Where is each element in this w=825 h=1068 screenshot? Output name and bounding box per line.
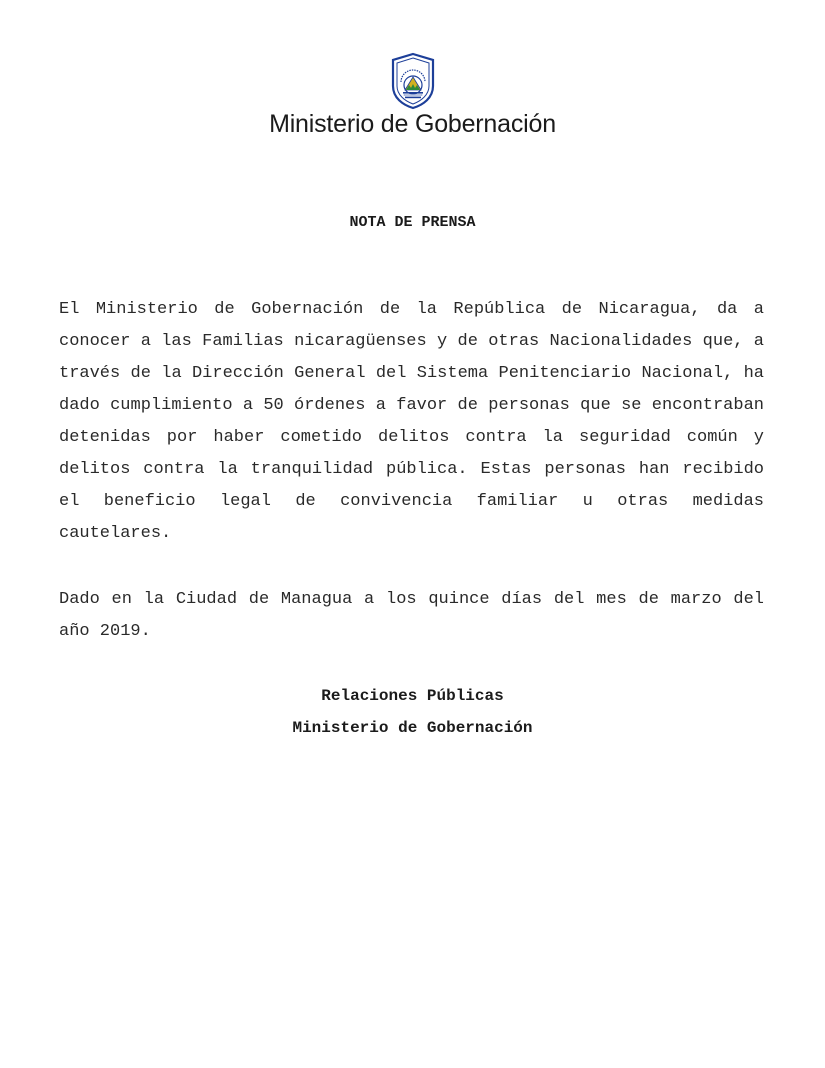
ministry-name: Ministerio de Gobernación <box>269 110 556 138</box>
body-paragraph-2: Dado en la Ciudad de Managua a los quince días del mes de marzo del año 2019. <box>59 590 764 641</box>
document-title: NOTA DE PRENSA <box>349 214 476 231</box>
ministry-seal-icon <box>390 52 436 110</box>
signature-ministry: Ministerio de Gobernación <box>292 719 533 737</box>
signature-block <box>0 680 825 744</box>
signature-department: Relaciones Públicas <box>321 687 504 705</box>
letterhead <box>0 52 825 139</box>
body-paragraph-1: El Ministerio de Gobernación de la República de Nicaragua, da a conocer a las Familias nicaragüenses y de otras Nacionalidades que, a través de la Dirección General del Sistema Penitenciario Nacional, ha dado cumplimiento a 50 órdenes a favor de personas que se encontraban detenidas por haber cometido delitos contra la seguridad común y delitos contra la tranquilidad pública. Estas personas han recibido el beneficio legal de convivencia familiar u otras medidas cautelares. <box>59 300 764 543</box>
